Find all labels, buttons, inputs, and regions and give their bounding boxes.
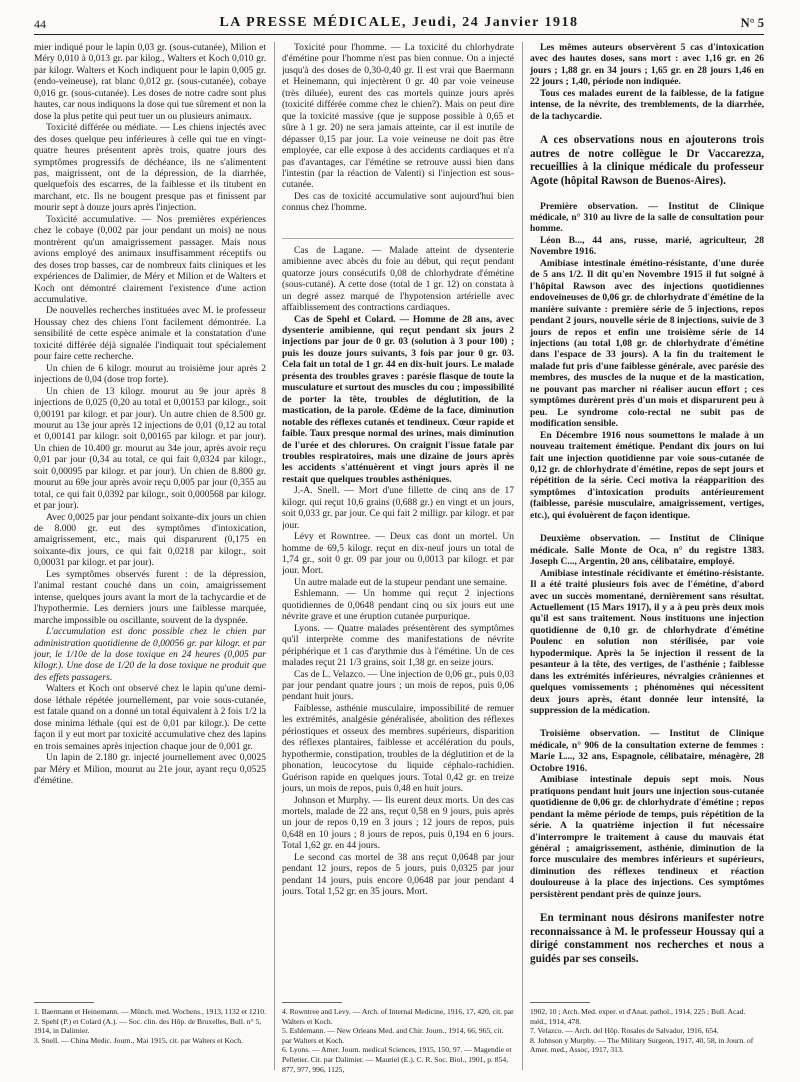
case-paragraph: Lévy et Rowntree. — Deux cas dont un mortel. Un homme de 69,5 kilogr. reçut en dix-neuf jours un total de 1,74 gr., soit 0 gr. 09 par jour ou 0,0013 par kilogr. et par jour. Mort. (282, 531, 514, 577)
observation-heading: Première observation. — Institut de Clinique médicale, n° 310 au livre de la salle de consultation pour homme. (530, 200, 764, 235)
paragraph: Toxicité pour l'homme. — La toxicité du chlorhydrate d'émétine pour l'homme n'est pas bien connue. On a injecté jusqu'à des doses de 0,30-0,40 gr. Il est vrai que Baermann et Heinemann, qui injectèrent 0 gr. 40 par voie veineuse (très diluée), eurent des cas mortels quinze jours après (toxicité différée comme chez le chien?). Mais on peut dire que la toxicité massive (que je suppose possible à 0,65 et sûre à 1 gr. 20) ne sera jamais atteinte, car il est inutile de dépasser 0,15 par jour. La voie veineuse ne doit pas être employée, car elle expose à des accidents cardiaques et n'a pas d'avantages, car l'émétine se retrouve aussi bien dans l'intestin (par la réaction de Valenti) si l'injection est sous-cutanée. (282, 42, 514, 191)
paragraph: Les mêmes auteurs observèrent 5 cas d'intoxication avec des hautes doses, sans mort : avec 1,16 gr. en 26 jours ; 1,88 gr. en 34 jours ; 1,65 gr. en 28 jours 1,46 en 22 jours ; 1,40, période non indiquée. (530, 42, 764, 88)
footnote: 2. Spehl (P.) et Colard (A.). — Soc. clin. des Hôp. de Bruxelles, Bull. n° 5, 1914, in Dalimier. (34, 1016, 262, 1036)
footnotes-column-2 (282, 1007, 514, 1073)
paragraph: Un chien de 13 kilogr. mourut au 9e jour après 8 injections de 0,025 (0,20 au total et 0,00153 par kilogr., soit 0,00191 par kilogr. et par jour). Un autre chien de 8.500 gr. mourut au 13e jour après 12 injections de 0,01 (0,12 au total et 0,00141 par kilogr. soit 0,00165 par kilogr. et par jour). Un chien de 10.400 gr. mourut au 34e jour, après avoir reçu 0,01 par jour (0,34 au total, ce qui fait 0,0324 par kilogr., soit 0,00095 par kilogr. et par jour). Un chien de 8.800 gr. mourut au 69e jour après avoir reçu 0,005 par jour (0,355 au total, ce qui fait 0,0392 par kilogr., soit 0,000568 par kilogr. et par jour). (34, 385, 266, 512)
footnotes-column-1 (34, 1007, 266, 1073)
case-paragraph: Un autre malade eut de la stupeur pendant une semaine. (294, 576, 508, 588)
paragraph: L'accumulation est donc possible chez le chien par administration quotidienne de 0,00056 gr. par kilogr. et par jour, le 1/10e de la dose toxique en 24 heures (0,005 par kilogr.). Une dose de 1/20 de la dose toxique ne produit que des effets passagers. (34, 626, 266, 683)
case-paragraph: Cas de Spehl et Colard. — Homme de 28 ans, avec dysenterie amibienne, qui reçut pendant six jours 2 injections par jour de 0 gr. 03 (solution à 3 pour 100) ; puis les douze jours suivants, 3 fois par jour 0 gr. 03. Cela fait un total de 1 gr. 44 en dix-huit jours. Le malade présenta des troubles graves : parésie flasque de toute la musculature et surtout des muscles du cou ; impossibilité de porter la tête, troubles de déglutition, de la mastication, de la parole. Œdème de la face, diminution notable des réflexes cutanés et tendineux. Cœur rapide et faible. Taux presque normal des urines, mais diminution de l'urée et des chlorures. On craignit l'issue fatale par troubles respiratoires, mais une dizaine de jours après les accidents s'atténuèrent et vingt jours après il ne restait que quelques troubles asthéniques. (282, 313, 514, 485)
paragraph: Toxicité différée ou médiate. — Les chiens injectés avec des doses quelque peu inférieures à celle qui tue en vingt-quatre heures présentent après trois, quatre jours des symptômes progressifs de déchéance, ils ne s'alimentent pas, maigrissent, ont de la dépression, de la diarrhée, quelquefois des escarres, de la faiblesse et ils titubent en marchant, etc. Ils ne bougent presque pas et finissent par mourir sept à douze jours après l'injection. (34, 122, 266, 214)
closing-paragraph: En terminant nous désirons manifester notre reconnaissance à M. le professeur Houssay qui a dirigé constamment nos recherches et nous a guidés par ses conseils. (530, 912, 764, 966)
paragraph: Léon B..., 44 ans, russe, marié, agriculteur, 28 Novembre 1916. (530, 234, 764, 258)
paragraph: Des cas de toxicité accumulative sont aujourd'hui bien connus chez l'homme. (282, 190, 514, 214)
paragraph: Walters et Koch ont observé chez le lapin qu'une demi-dose léthale répétée journellement, par voie sous-cutanée, est fatale quand on a donné un total équivalent à 2 fois 1/2 la dose minima léthale (qui est de 0,01 par kilogr.). De cette façon il y eut mort par toxicité accumulative chez des lapins en trois semaines après injection chaque jour de 0,001 gr. (34, 683, 266, 752)
paragraph: Avec 0,0025 par jour pendant soixante-dix jours un chien de 8.000 gr. eut des symptômes d'intoxication, amaigrissement, etc., mais qui disparurent (0,175 en soixante-dix jours, ce qui fait 0,0218 par kilogr., soit 0,00031 par kilogr. et par jour). (34, 511, 266, 569)
page-header (34, 14, 764, 36)
footnote: 5. Eshlemann. — New Orleans Med. and Chir. Journ., 1914, 66, 965, cit. par Walters et Koch. (282, 1026, 504, 1045)
paragraph: Un lapin de 2.180 gr. injecté journellement avec 0,0025 par Méry et Milion, mourut au 21e jour, ayant reçu 0,0525 d'émétine. (34, 752, 266, 786)
footnote: 8. Johnson y Murphy. — The Military Surgeon, 1917, 40, 58, in Journ. of Amer. med., Assoc, 1917, 313. (530, 1035, 754, 1055)
case-paragraph: Cas de L. Velazco. — Une injection de 0,06 gr., puis 0,03 par jour pendant quatre jours ; un mois de repos, puis 0,06 pendant huit jours. (282, 668, 514, 703)
case-paragraph: Johnson et Murphy. — Ils eurent deux morts. Un des cas mortels, malade de 22 ans, reçut 0,58 en 9 jours, puis après un jour de repos 0,19 en 3 jours ; 12 jours de repos, puis 0,648 en 10 jours ; 8 jours de repos, puis 0,194 en 6 jours. Total 1,62 gr. en 44 jours. (282, 794, 514, 852)
paragraph: De nouvelles recherches instituées avec M. le professeur Houssay chez des chiens l'ont facilement démontrée. La sensibilité de cette espèce animale et la constatation d'une toxicité différée déjà signalée l'indiquait tout spécialement pour faire cette recherche. (34, 305, 266, 363)
paragraph: Un chien de 6 kilogr. mourut au troisième jour après 2 injections de 0,04 (dose trop forte). (34, 362, 266, 386)
paragraph: En Décembre 1916 nous soumettons le malade à un nouveau traitement émétique. Pendant dix jours on lui fait une injection quotidienne par voie sous-cutanée de 0,12 gr. de chlorhydrate d'émétine, repos de sept jours et répétition de la série. Ceci motiva la réapparition des symptômes d'intoxication produits antérieurement (faiblesse, parésie musculaire, amaigrissement, vertiges, etc.), qui évoluèrent de façon identique. (530, 429, 764, 521)
footnote-rule (34, 1002, 94, 1003)
section-rule (282, 238, 514, 239)
paragraph: Les symptômes observés furent : de la dépression, l'animal restant couché dans un coin, amaigrissement intense, quelques jours avant la mort de la tachycardie et de l'hypothermie. Les derniers jours une faiblesse marquée, marche impossible ou oscillante, souvent de la dyspnée. (34, 568, 266, 626)
column-1 (34, 42, 266, 1007)
case-paragraph: Faiblesse, asthénie musculaire, impossibilité de remuer les extrémités, analgésie généralisée, abolition des réflexes périostiques et osseux des membres supérieurs, disparition des réflexes plantaires, faiblesse et accélération du pouls, hypothermie, constipation, troubles de la déglutition et de la phonation, leucocytose du liquide céphalo-rachidien. Guérison rapide en quelques jours. Total 0,42 gr. en treize jours, un mois de repos, puis 0,48 en huit jours. (282, 702, 514, 795)
footnote: 6. Lyons. — Amer. Journ. medical Sciences, 1915, 150, 97. — Magendie et Pelletier. Cit. par Dalimier. — Mauriel (E.). C. R. Soc. Biol., 1901, p. 854, 877, 977, 996, 1125, (282, 1045, 512, 1073)
footnote: 1902, 10 ; Arch. Med. exper. et d'Anat. pathol., 1914, 225 ; Bull. Acad. méd., 1914, 478. (530, 1007, 746, 1026)
page-number: 44 (34, 17, 46, 31)
paragraph: Amibiase intestinale récidivante et émétino-résistante. Il a été traité plusieurs fois avec de l'émétine, d'abord avec un succès momentané, dernièrement sans résultat. Actuellement (15 Mars 1917), il y a à peu près deux mois qu'il est sans traitement. Nous instituons une injection quotidienne de 0,10 gr. de chlorhydrate d'émétine Poulenc en solution non stérilisée, par voie hypodermique. Après la 5e injection il ressent de la pesanteur à la tête, des vertiges, de l'asthénie ; faiblesse dans les extrémités inférieures, névralgies crâniennes et quelques vomissements ; phénomènes qui nécessitent deux jours après, étant donnée leur intensité, la suppression de la médication. (530, 567, 764, 717)
intro-paragraph: A ces observations nous en ajouterons trois autres de notre collègue le Dr Vaccarezza, recueillies à la clinique médicale du professeur Agote (hôpital Rawson de Buenos-Aires). (530, 134, 764, 187)
paragraph: Tous ces malades eurent de la faiblesse, de la fatigue intense, de la névrite, des tremblements, de la diarrhée, de la tachycardie. (530, 87, 764, 122)
column-3 (530, 42, 764, 1007)
case-paragraph: Eshlemann. — Un homme qui reçut 2 injections quotidiennes de 0,0648 pendant cinq ou six jours eut une névrite grave et une éruption cutanée purpurique. (282, 588, 514, 623)
observation-heading: Troisième observation. — Institut de Clinique médicale, n° 906 de la consultation externe de femmes : Marie L..., 32 ans, Espagnole, célibataire, ménagère, 28 Octobre 1916. (530, 728, 764, 774)
column-separator (522, 42, 523, 1070)
footnote: 7. Velazco. — Arch. del Hôp. Rosales de Salvador, 1916, 654. (530, 1026, 719, 1036)
case-paragraph: J.-A. Snell. — Mort d'une fillette de cinq ans de 17 kilogr. qui reçut 10,6 grains (0,688 gr.) en vingt et un jours, soit 0,033 gr. par jour. Ce qui fait 2 milligr. par kilogr. et par jour. (282, 485, 514, 531)
case-paragraph: Cas de Lagane. — Malade atteint de dysenterie amibienne avec abcès du foie au début, qui reçut pendant quatorze jours consécutifs 0,08 de chlorhydrate d'émétine (sous-cutané). A cette dose (total de 1 gr. 12) on constata à un degré assez marqué de l'hypotension artérielle avec affaiblissement des contractions cardiaques. (282, 244, 514, 314)
paragraph: mier indiqué pour le lapin 0,03 gr. (sous-cutanée), Milion et Méry 0,010 à 0,013 gr. par kilog., Walters et Koch 0,010 gr. par kilogr. Walters et Koch indiquent pour le lapin 0,005 gr. (endo-veineuse), rat blanc 0,012 gr. (sous-cutanée), cobaye 0,016 gr. (sous-cutanée). Les doses de notre cadre sont plus hautes, car nous indiquons la dose qui tue sûrement et non la dose la plus petite qui peut tuer un ou plusieurs animaux. (34, 42, 266, 122)
footnote-rule (282, 1002, 342, 1003)
footnote: 3. Snell. — China Medic. Journ., Mai 1915, cit. par Walters et Koch. (34, 1035, 243, 1045)
case-paragraph: Le second cas mortel de 38 ans reçut 0,0648 par jour pendant 12 jours, repos de 5 jours, puis 0,0325 par jour pendant 14 jours, puis encore 0,0648 par jour pendant 4 jours. Total 1,52 gr. en 35 jours. Mort. (282, 851, 514, 898)
issue-number: N° 5 (740, 16, 764, 30)
paragraph: Amibiase intestinale émétino-résistante, d'une durée de 5 ans 1/2. Il dit qu'en Novembre 1915 il fut soigné à l'hôpital Rawson avec des injections quotidiennes endoveineuses de 0,06 gr. de chlorhydrate d'émétine de la manière suivante : première série de 5 injections, repos pendant 2 jours, nouvelle série de 8 injections, suivie de 3 jours de repos et enfin une troisième série de 14 injections (au total 1,08 gr. de chlorhydrate d'émétine dans l'espace de 33 jours). A la fin du traitement le malade fut pris d'une faiblesse générale, avec parésie des membres, des muscles de la nuque et de la mastication, ne pouvant pas marcher ni réaliser aucun effort ; ces symptômes durèrent près d'un mois et disparurent peu à peu. Le syndrome colo-rectal ne subit pas de modification sensible. (530, 257, 764, 430)
footnote-rule (530, 1002, 590, 1003)
footnote: 1. Baermann et Heinemann. — Münch. med. Wochens., 1913, 1132 et 1210. (34, 1007, 266, 1016)
footnotes-column-3 (530, 1007, 764, 1073)
observation-heading: Deuxième observation. — Institut de Clinique médicale. Salle Monte de Oca, n° du registre 1383. Joseph C..., Argentin, 20 ans, célibataire, employé. (530, 533, 764, 568)
header-rule (34, 34, 764, 35)
column-separator (274, 42, 275, 1070)
paragraph: Toxicité accumulative. — Nos premières expériences chez le cobaye (0,002 par jour pendant un mois) ne nous montrèrent qu'un amaigrissement passager. Mais nous avions employé des animaux insuffisamment réceptifs ou des doses trop basses, car de nombreux faits cliniques et les expériences de Dalimier, de Méry et Milion et de Walters et Koch ont démontré clairement l'existence d'une action accumulative. (34, 213, 266, 305)
paragraph: Amibiase intestinale depuis sept mois. Nous pratiquons pendant huit jours une injection sous-cutanée quotidienne de 0,06 gr. de chlorhydrate d'émétine ; repos pendant la même période de temps, puis répétition de la série. A la quatrième injection il fut nécessaire d'interrompre le traitement à cause du mauvais état général ; amaigrissement, asthénie, diminution de la force musculaire des membres inférieurs et supérieurs, diminution des réflexes tendineux et réaction douloureuse à la place des injections. Ces symptômes persistèrent pendant près de quinze jours. (530, 774, 764, 900)
footnote: 4. Rowntree and Levy. — Arch. of Internal Medicine, 1916, 17, 420, cit. par Walters et Koch. (282, 1007, 514, 1026)
journal-title: LA PRESSE MÉDICALE, Jeudi, 24 Janvier 1918 (219, 15, 579, 30)
case-paragraph: Lyons. — Quatre malades présentèrent des symptômes qu'il interprète comme des manifestations de névrite périphérique et 1 cas d'arythmie dus à l'émétine. Un de ces malades reçut 21 1/3 grains, soit 1,38 gr. en seize jours. (282, 622, 514, 669)
column-2 (282, 42, 514, 1007)
